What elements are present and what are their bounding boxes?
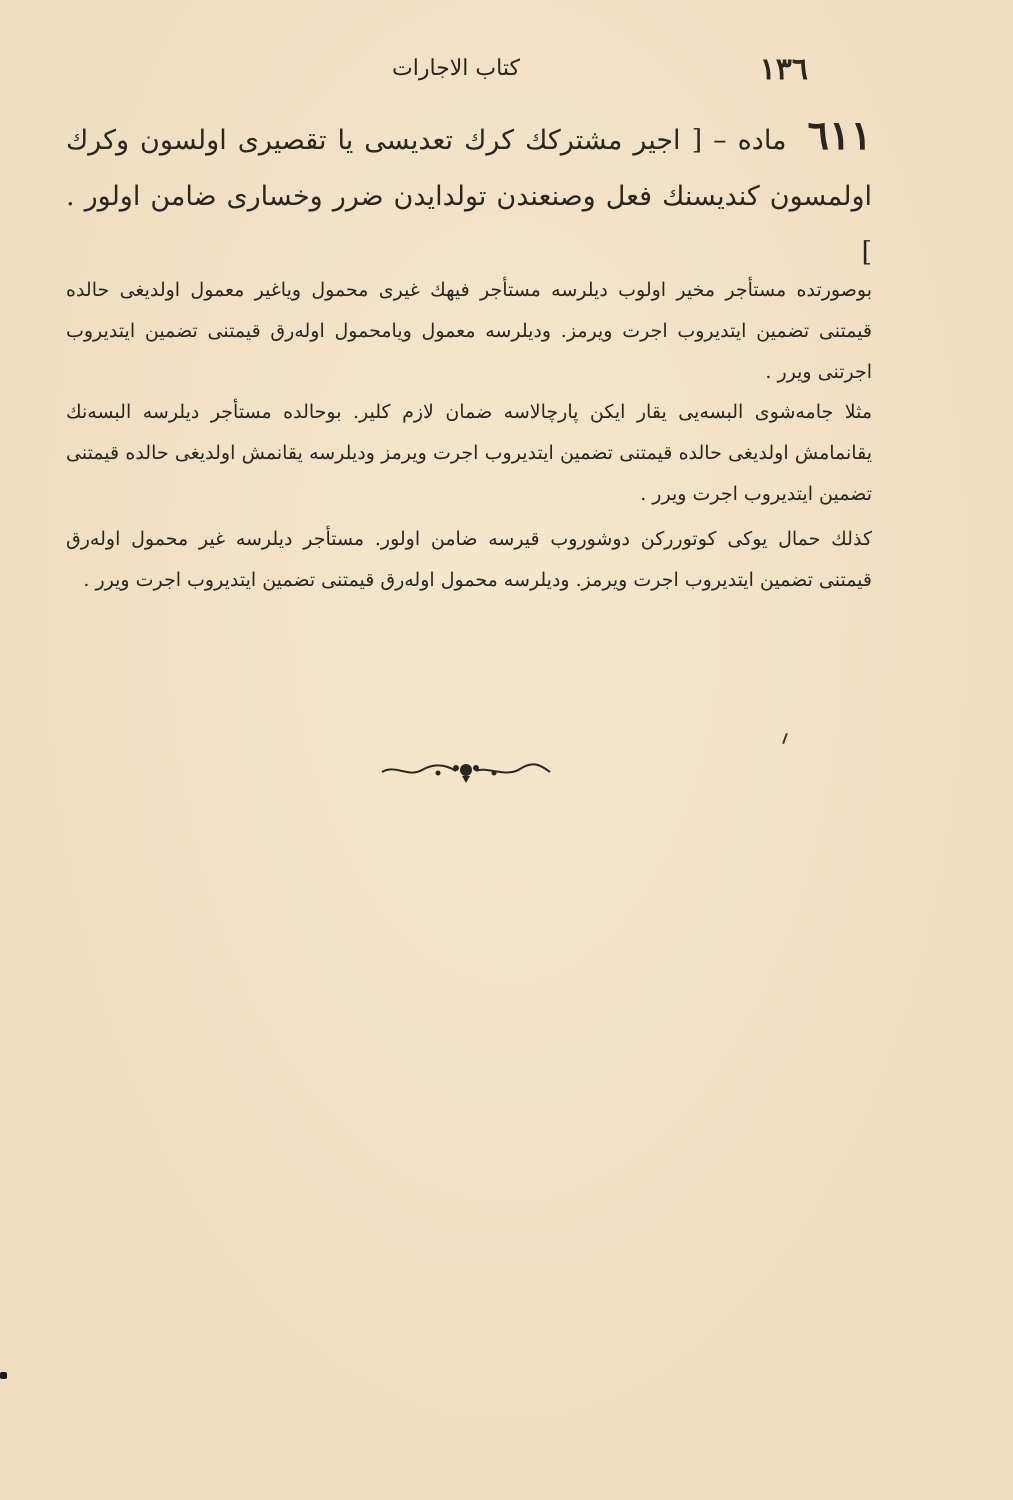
page-number: ١٣٦ (759, 52, 808, 87)
running-title: كتاب الاجارات (392, 56, 520, 81)
stray-ink-mark (782, 733, 788, 744)
decorative-ornament (378, 756, 554, 784)
scan-edge-mark (0, 1372, 7, 1379)
article-text: ماده – [ اجیر مشترکك کرك تعدیسی یا تقصیری اولسون وکرك اولمسون کندیسنك فعل وصنعندن تولدایدن ضرر وخساری ضامن اولور . ] (66, 125, 872, 268)
page-header (0, 52, 1013, 92)
article-number: ٦١١ (807, 112, 872, 159)
commentary-paragraph-2: مثلا جامه‌شوی البسه‌یی یقار ایکن پارچالاسه ضمان لازم کلیر. بوحالده مستأجر دیلرسه البسه‌نك یقانمامش اولدیغی حالده قیمتنی تضمین ایتدیروب اجرت ویرمز ودیلرسه یقانمش اولدیغی حالده قیمتنی تضمین ایتدیروب اجرت ویرر . (66, 401, 872, 505)
commentary-paragraph-3: کذلك حمال یوکی کوتوررکن دوشوروب قیرسه ضامن اولور. مستأجر دیلرسه غیر محمول اوله‌رق قیمتنی تضمین ایتدیروب اجرت ویرمز. ودیلرسه محمول اوله‌رق قیمتنی تضمین ایتدیروب اجرت ویرر . (66, 528, 872, 591)
article-611 (66, 108, 872, 281)
commentary-paragraph-1: بوصورتده مستأجر مخیر اولوب دیلرسه مستأجر فیهك غیری محمول ویاغیر معمول اولدیغی حالده قیمتنی تضمین ایتدیروب اجرت ویرمز. ودیلرسه معمول ویامحمول اوله‌رق قیمتنی تضمین ایتدیروب اجرتنی ویرر . (66, 279, 872, 383)
